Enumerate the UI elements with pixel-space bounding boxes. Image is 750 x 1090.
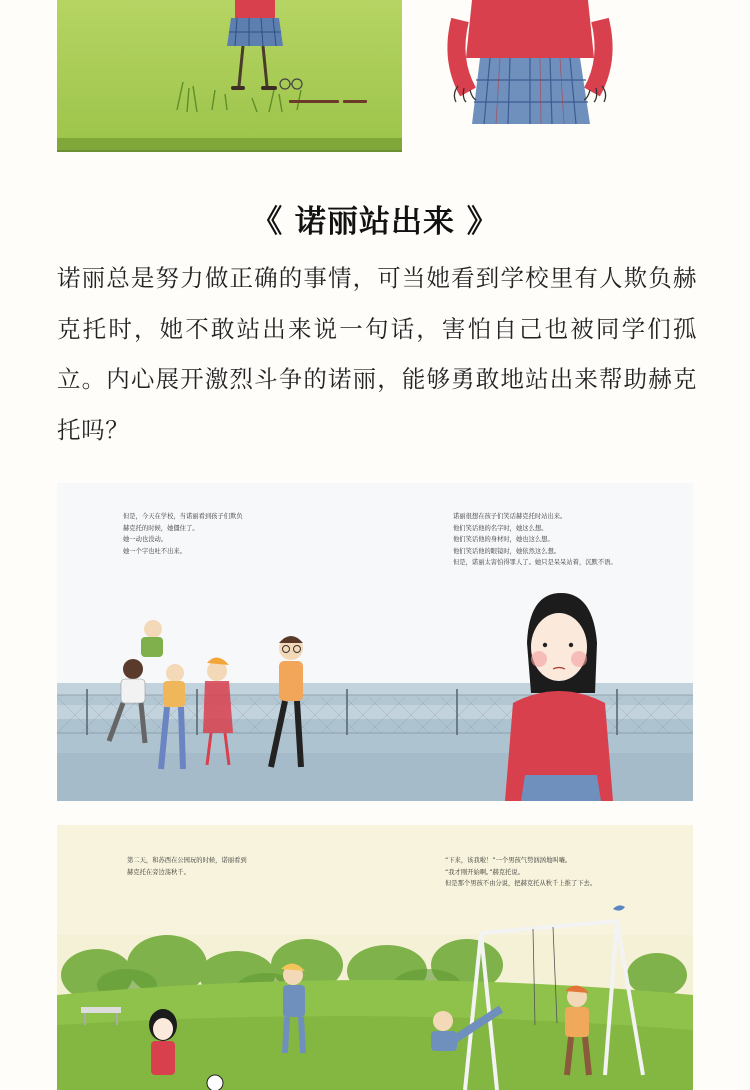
girl-standing-image: [440, 0, 620, 128]
text-line: 她一动也没动。: [123, 536, 168, 544]
book-spread-park: [57, 825, 693, 1090]
book-spread-schoolyard: [57, 483, 693, 801]
text-line: 他们笑话他的眼镜时，她依然这么想。: [453, 547, 561, 555]
spread1-left-text: [123, 511, 243, 557]
text-line: “我才刚开始啊。”赫克托说。: [445, 868, 524, 876]
text-line: 但是那个男孩不由分说，把赫克托从秋千上推了下去。: [445, 880, 597, 888]
text-line: 诺丽很想在孩子们笑话赫克托时站出来。: [453, 513, 567, 520]
text-line: 赫克托在旁边荡秋千。: [127, 868, 190, 876]
text-line: 他们笑话他的身材时，她也这么想。: [453, 536, 554, 544]
spread2-right-text: [445, 855, 596, 890]
text-line: 但是，今天在学校，当诺丽看到孩子们欺负: [123, 513, 243, 520]
text-line: “下来，该我啦！”一个男孩气势汹汹地叫嚷。: [445, 857, 572, 864]
text-line: 第二天，和苏西在公园玩的时候，诺丽看到: [127, 857, 247, 864]
text-line: 他们笑话他的名字时，她这么想。: [453, 524, 548, 532]
book-cover-image: [57, 0, 402, 152]
text-line: 赫克托的时候，她僵住了。: [123, 524, 199, 532]
text-line: 但是，诺丽太害怕得罪人了。她只是呆呆站着，沉默不语。: [453, 559, 617, 567]
spread1-right-text: [453, 511, 617, 569]
text-line: 她一个字也吐不出来。: [123, 547, 186, 555]
book-title: 《 诺丽站出来 》: [251, 204, 499, 240]
book-description: 诺丽总是努力做正确的事情，可当她看到学校里有人欺负赫克托时，她不敢站出来说一句话，害怕自己也被同学们孤立。内心展开激烈斗争的诺丽，能够勇敢地站出来帮助赫克托吗？: [57, 264, 697, 444]
spread2-left-text: [127, 855, 247, 878]
